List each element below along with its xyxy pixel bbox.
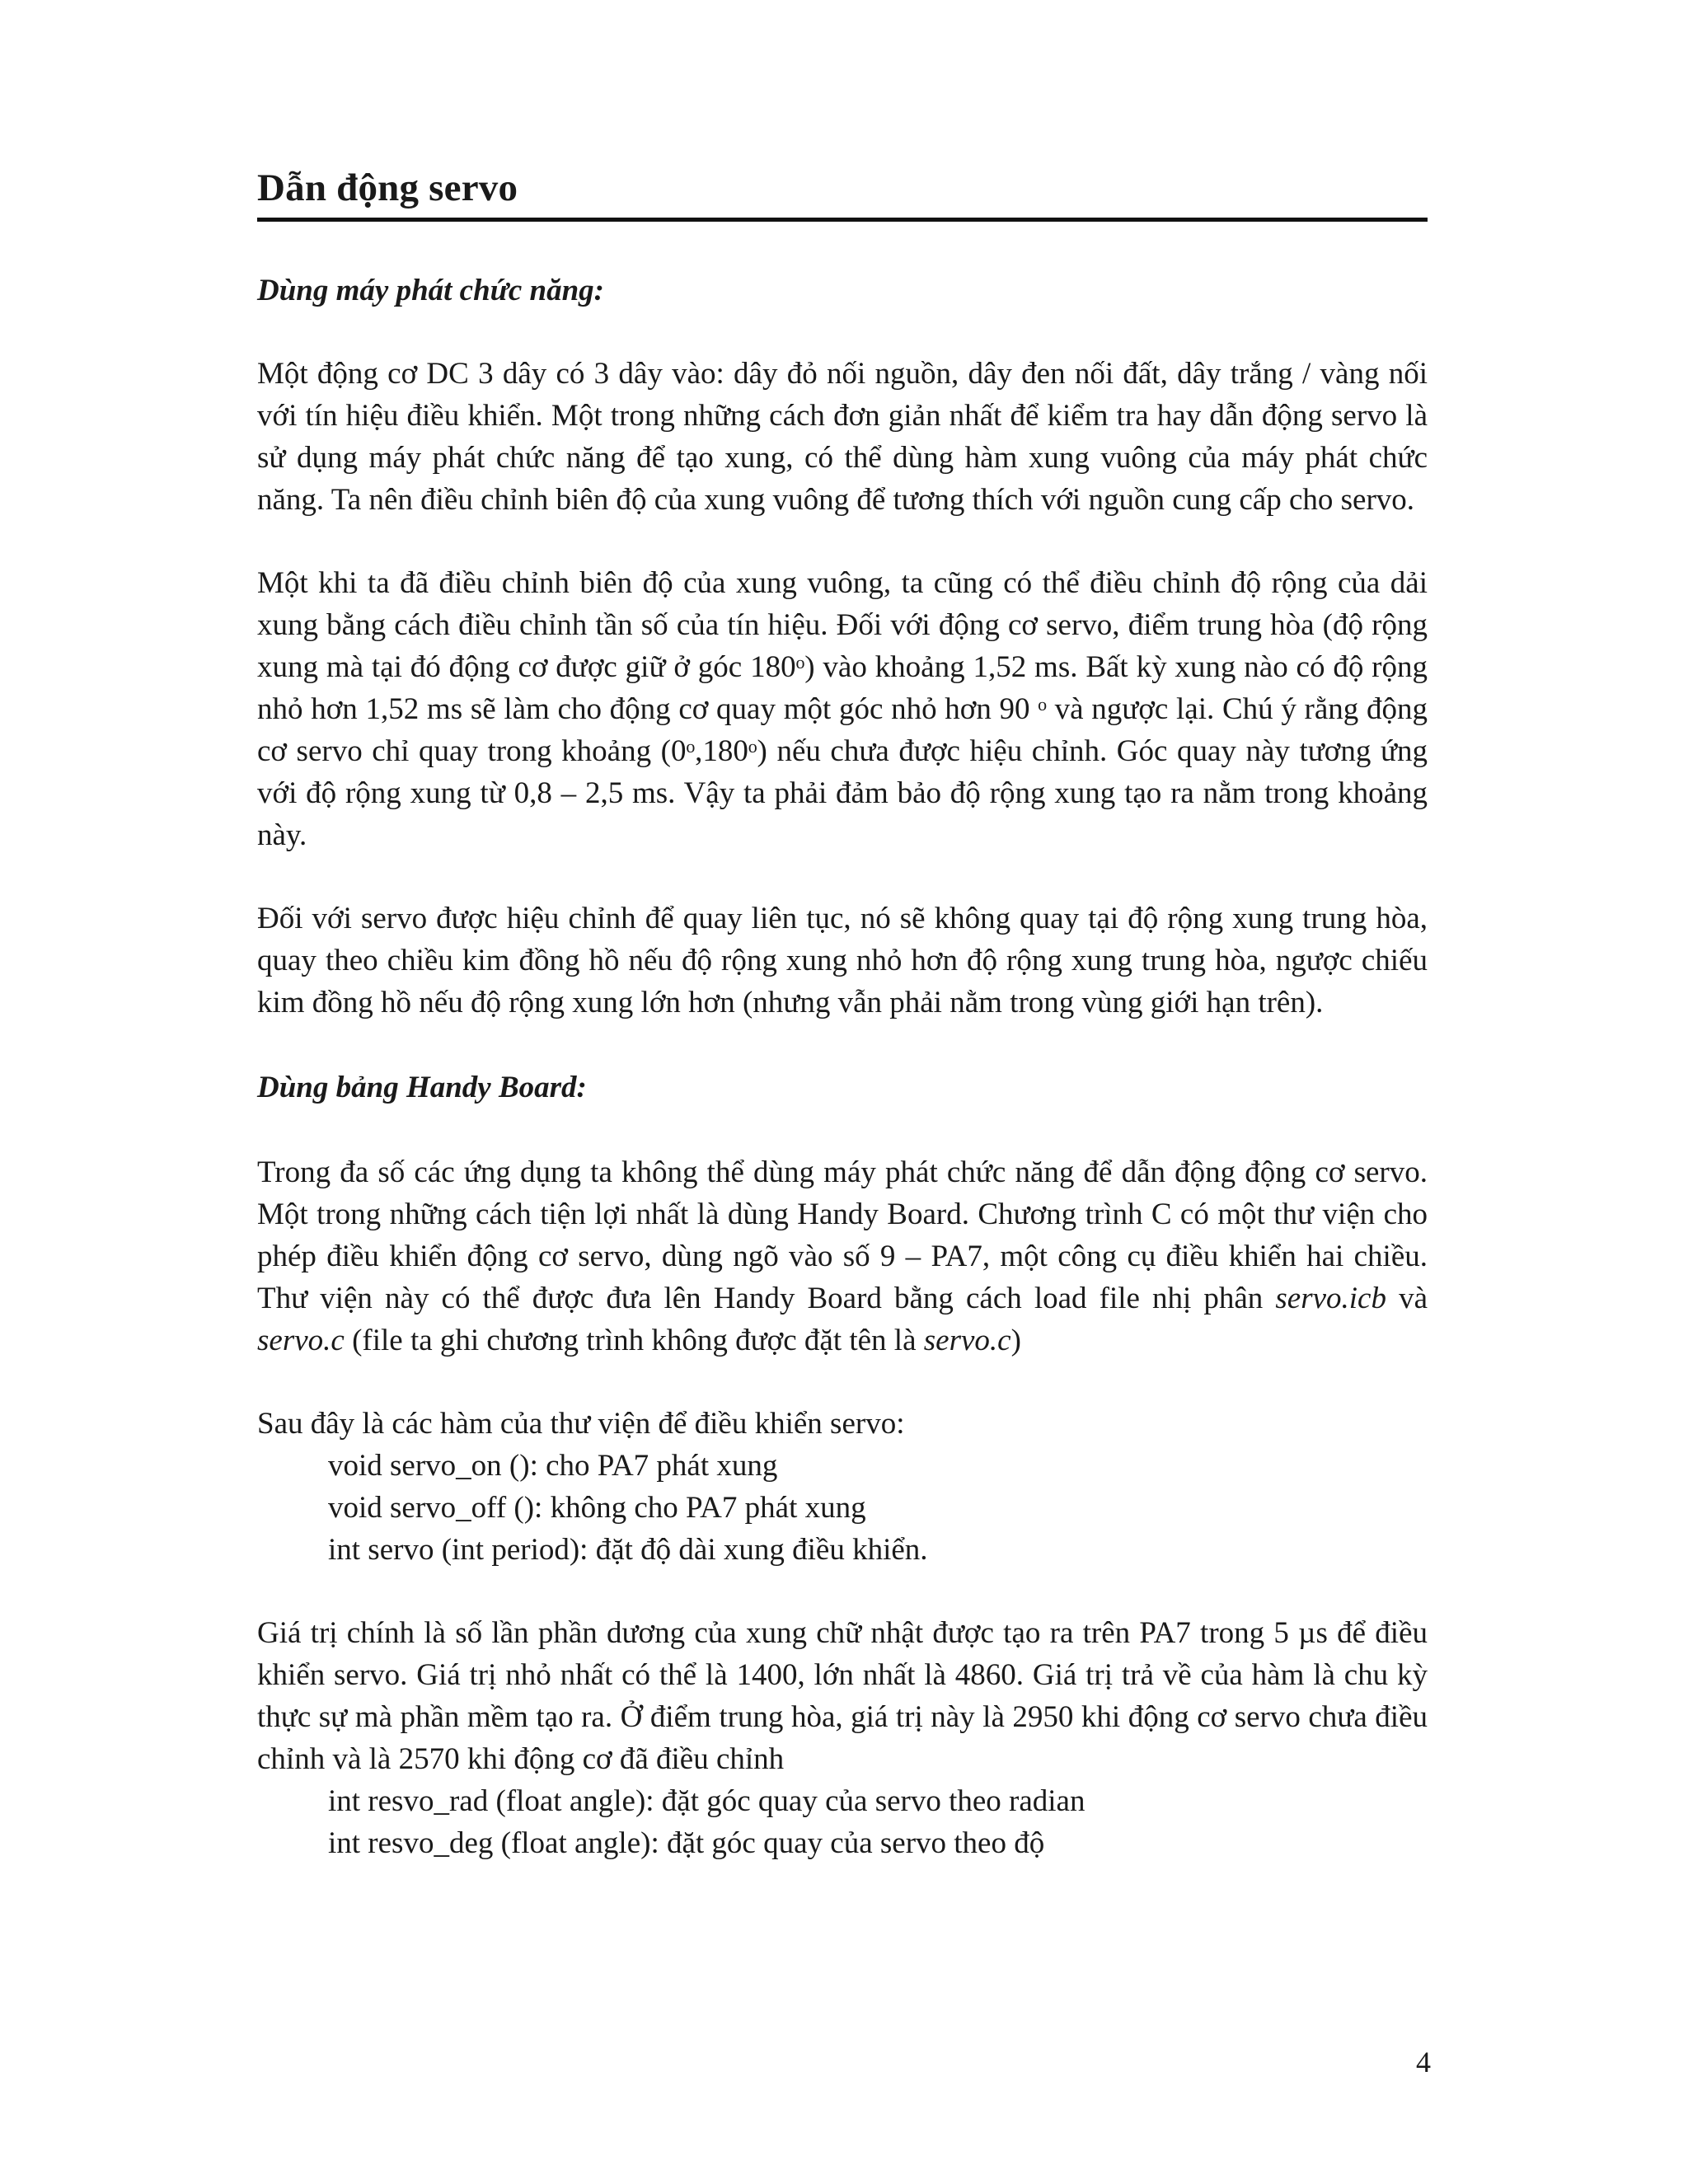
paragraph <box>257 1151 1428 1361</box>
function-item: int resvo_rad (float angle): đặt góc quay của servo theo radian <box>328 1784 1085 1819</box>
paragraph: Một khi ta đã điều chỉnh biên độ của xung vuông, ta cũng có thể điều chỉnh độ rộng của dải xung bằng cách điều chỉnh tần số của tín hiệu. Đối với động cơ servo, điểm trung hòa (độ rộng xung mà tại đó động cơ được giữ ở góc 180ᵒ) vào khoảng 1,52 ms. Bất kỳ xung nào có độ rộng nhỏ hơn 1,52 ms sẽ làm cho động cơ quay một góc nhỏ hơn 90 ᵒ và ngược lại. Chú ý rằng động cơ servo chỉ quay trong khoảng (0ᵒ,180ᵒ) nếu chưa được hiệu chỉnh. Góc quay này tương ứng với độ rộng xung từ 0,8 – 2,5 ms. Vậy ta phải đảm bảo độ rộng xung tạo ra nằm trong khoảng này. <box>257 566 1428 853</box>
text-segment: và <box>1386 1282 1428 1316</box>
section-title-function-generator: Dùng máy phát chức năng: <box>257 274 605 308</box>
text-segment: ) <box>1010 1324 1021 1358</box>
function-item: int servo (int period): đặt độ dài xung điều khiển. <box>328 1533 928 1568</box>
angle-function-list <box>257 1780 1428 1864</box>
function-item: void servo_off (): không cho PA7 phát xung <box>328 1491 866 1526</box>
file-name: servo.c <box>923 1324 1011 1358</box>
page-number: 4 <box>1416 2046 1431 2079</box>
function-item: int resvo_deg (float angle): đặt góc quay của servo theo độ <box>328 1826 1045 1861</box>
paragraph: Đối với servo được hiệu chỉnh để quay liên tục, nó sẽ không quay tại độ rộng xung trung hòa, quay theo chiều kim đồng hồ nếu độ rộng xung nhỏ hơn độ rộng xung trung hòa, ngược chiếu kim đồng hồ nếu độ rộng xung lớn hơn (nhưng vẫn phải nằm trong vùng giới hạn trên). <box>257 902 1428 1020</box>
function-item: void servo_on (): cho PA7 phát xung <box>328 1449 778 1483</box>
paragraph: Một động cơ DC 3 dây có 3 dây vào: dây đỏ nối nguồn, dây đen nối đất, dây trắng / vàng nối với tín hiệu điều khiển. Một trong những cách đơn giản nhất để kiểm tra hay dẫn động servo là sử dụng máy phát chức năng để tạo xung, có thể dùng hàm xung vuông của máy phát chức năng. Ta nên điều chỉnh biên độ của xung vuông để tương thích với nguồn cung cấp cho servo. <box>257 357 1428 518</box>
page-title: Dẫn động servo <box>257 165 1428 222</box>
section-title-handy-board: Dùng bảng Handy Board: <box>257 1071 587 1105</box>
document-page <box>257 165 1428 1864</box>
text-segment: (file ta ghi chương trình không được đặt tên là <box>344 1324 924 1358</box>
file-name: servo.icb <box>1275 1282 1386 1316</box>
text-segment: Trong đa số các ứng dụng ta không thể dùng máy phát chức năng để dẫn động động cơ servo. Một trong những cách tiện lợi nhất là dùng Handy Board. Chương trình C có một thư viện cho phép điều khiển động cơ servo, dùng ngõ vào số 9 – PA7, một công cụ điều khiển hai chiều. Thư viện này có thể được đưa lên Handy Board bằng cách load file nhị phân <box>257 1155 1428 1316</box>
file-name: servo.c <box>257 1324 345 1358</box>
paragraph: Giá trị chính là số lần phần dương của xung chữ nhật được tạo ra trên PA7 trong 5 µs để điều khiển servo. Giá trị nhỏ nhất có thể là 1400, lớn nhất là 4860. Giá trị trả về của hàm là chu kỳ thực sự mà phần mềm tạo ra. Ở điểm trung hòa, giá trị này là 2950 khi động cơ servo chưa điều chỉnh và là 2570 khi động cơ đã điều chỉnh <box>257 1616 1428 1777</box>
function-list <box>257 1445 1428 1571</box>
functions-intro: Sau đây là các hàm của thư viện để điều khiển servo: <box>257 1407 905 1441</box>
